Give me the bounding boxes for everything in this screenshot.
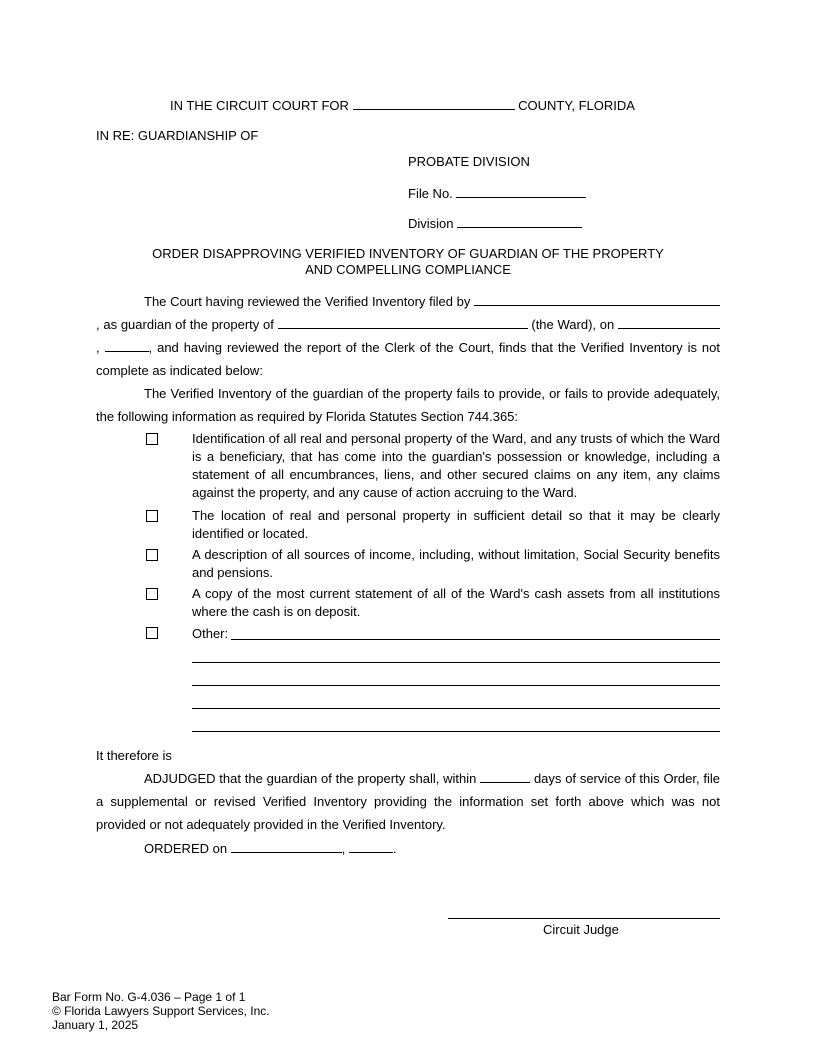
order-year-blank[interactable] [349, 840, 393, 853]
other-line-4[interactable] [192, 708, 720, 709]
footer-date: January 1, 2025 [52, 1018, 139, 1032]
other-line-5[interactable] [192, 731, 720, 732]
checklist-item-identification: Identification of all real and personal property of the Ward, and any trusts of which the Ward is a beneficiary, that has come into the guardian's possession or knowledge, including a statement of all encumbrances, liens, and other secured claims on any item, any claims against the property, and any cause of action accruing to the Ward. [192, 431, 720, 500]
court-prefix: IN THE CIRCUIT COURT FOR [170, 98, 349, 113]
footer-copyright: © Florida Lawyers Support Services, Inc. [52, 1004, 270, 1018]
adjudged-text-b: days of service of this Order, file a supplemental or revised Verified Inventory providing the information set forth above which was not provided or not adequately provided in the Verified Inventory. [96, 771, 720, 832]
form-footer [52, 990, 270, 1032]
p1-text-a: The Court having reviewed the Verified Inventory filed by [144, 294, 471, 309]
checkbox-location[interactable] [146, 510, 158, 522]
other-line-3[interactable] [192, 685, 720, 686]
other-label: Other: [192, 626, 229, 641]
order-date-blank[interactable] [231, 840, 342, 853]
order-title-line2: AND COMPELLING COMPLIANCE [305, 262, 511, 277]
circuit-judge-label: Circuit Judge [543, 922, 619, 937]
order-title-line1: ORDER DISAPPROVING VERIFIED INVENTORY OF GUARDIAN OF THE PROPERTY [152, 246, 664, 261]
division-field [408, 215, 582, 231]
other-line-2[interactable] [192, 662, 720, 663]
ordered-on-line: ORDERED on , . [144, 841, 397, 856]
other-line-1[interactable] [231, 639, 720, 640]
in-re-label: IN RE: GUARDIANSHIP OF [96, 128, 259, 143]
therefore-label: It therefore is [96, 748, 172, 763]
division-blank[interactable] [457, 215, 582, 228]
ordered-on-label: ORDERED on [144, 841, 228, 856]
p1-text-d: , and having reviewed the report of the Clerk of the Court, finds that the Verified Inventory is not complete as indicated below: [96, 340, 720, 378]
checklist-item-cash-assets: A copy of the most current statement of all of the Ward's cash assets from all institutions where the cash is on deposit. [192, 586, 720, 619]
findings-paragraph: The Court having reviewed the Verified Inventory filed by , as guardian of the property of (the Ward), on , , and having reviewed the report of the Clerk of the Court, finds that the Verified Inventory is not complete as indicated below: [96, 294, 720, 378]
checkbox-cash-assets[interactable] [146, 588, 158, 600]
court-caption [170, 97, 635, 113]
file-no-blank[interactable] [456, 185, 586, 198]
p2-text: The Verified Inventory of the guardian of the property fails to provide, or fails to provide adequately, the following information as required by Florida Statutes Section 744.365: [96, 386, 720, 424]
deficiency-paragraph [96, 382, 720, 428]
adjudged-text-a: ADJUDGED that the guardian of the property shall, within [144, 771, 477, 786]
filing-date-blank[interactable] [618, 316, 720, 329]
p1-text-c: (the Ward), on [531, 317, 615, 332]
filing-year-blank[interactable] [105, 339, 149, 352]
court-suffix: COUNTY, FLORIDA [518, 98, 635, 113]
checklist-item-location: The location of real and personal property in sufficient detail so that it may be clearly identified or located. [192, 508, 720, 541]
checkbox-other[interactable] [146, 627, 158, 639]
checkbox-identification[interactable] [146, 433, 158, 445]
adjudged-paragraph [96, 767, 720, 836]
ward-name-blank[interactable] [278, 316, 528, 329]
file-no-label: File No. [408, 186, 453, 201]
division-label: Division [408, 216, 454, 231]
filer-name-blank[interactable] [474, 293, 720, 306]
judge-signature-line[interactable] [448, 918, 720, 919]
footer-form-number: Bar Form No. G-4.036 – Page 1 of 1 [52, 990, 246, 1004]
county-blank[interactable] [353, 97, 515, 110]
p1-text-b: as guardian of the property of [103, 317, 274, 332]
probate-division-label: PROBATE DIVISION [408, 154, 530, 169]
checklist-item-income: A description of all sources of income, including, without limitation, Social Security benefits and pensions. [192, 547, 720, 580]
file-no-field [408, 185, 586, 201]
days-blank[interactable] [480, 770, 530, 783]
checkbox-income[interactable] [146, 549, 158, 561]
